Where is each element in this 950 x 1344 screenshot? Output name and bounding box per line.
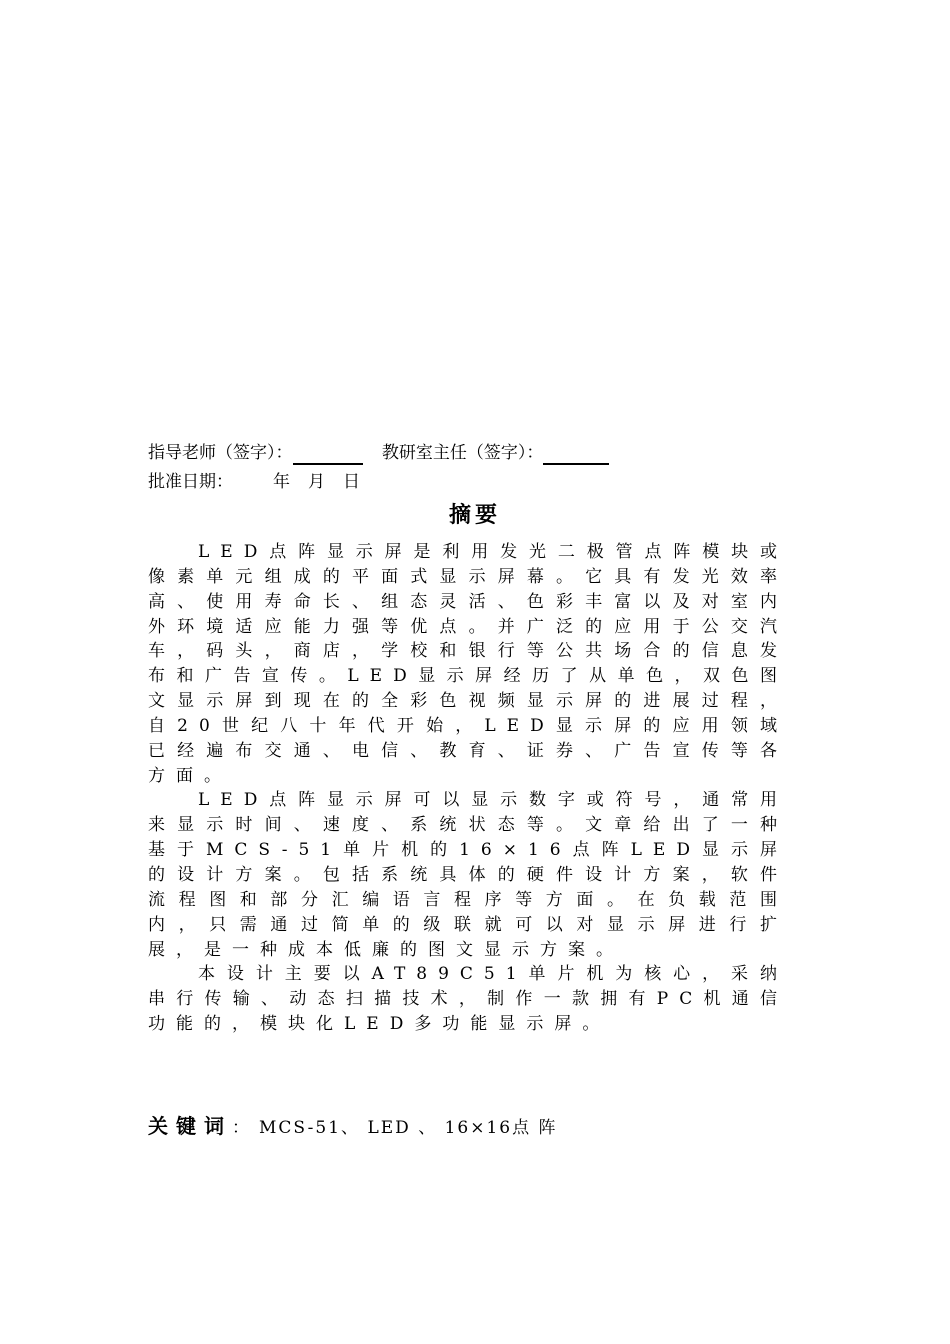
advisor-signature-blank [293,445,363,465]
keywords-separator: ： [232,1118,249,1138]
abstract-paragraph-3: 本设计主要以AT89C51单片机为核心，采纳串行传输、动态扫描技术，制作一款拥有PC机通信功能的，模块化LED多功能显示屏。 [148,964,788,1035]
approval-year: 年 [273,472,290,492]
keywords-label: 关键词 [148,1114,232,1138]
director-signature-blank [543,445,609,465]
abstract-body [148,540,788,1037]
signature-line [148,441,808,465]
director-signature-label: 教研室主任（签字）： [381,443,544,463]
approval-day: 日 [343,472,360,492]
abstract-paragraph-1: LED点阵显示屏是利用发光二极管点阵模块或像素单元组成的平面式显示屏幕。它具有发光效率高、使用寿命长、组态灵活、色彩丰富以及对室内外环境适应能力强等优点。并广泛的应用于公交汽车，码头，商店，学校和银行等公共场合的信息发布和广告宣传。LED显示屏经历了从单色，双色图文显示屏到现在的全彩色视频显示屏的进展过程，自20世纪八十年代开始，LED显示屏的应用领域已经遍布交通、电信、教育、证券、广告宣传等各方面。 [148,542,788,786]
keywords-list: MCS-51、 LED 、 16×16点 阵 [259,1118,558,1138]
approval-month: 月 [308,472,325,492]
abstract-paragraph-2: LED点阵显示屏可以显示数字或符号，通常用来显示时间、速度、系统状态等。文章给出了一种基于MCS-51单片机的16×16点阵LED显示屏的设计方案。包括系统具体的硬件设计方案，软件流程图和部分汇编语言程序等方面。在负载范围内，只需通过简单的级联就可以对显示屏进行扩展，是一种成本低廉的图文显示方案。 [148,790,788,960]
approval-date-label: 批准日期： [148,472,233,492]
abstract-title: 摘要 [448,502,501,528]
approval-date-line [148,470,648,494]
advisor-signature-label: 指导老师（签字）： [148,443,293,463]
keywords-line [148,1112,788,1140]
